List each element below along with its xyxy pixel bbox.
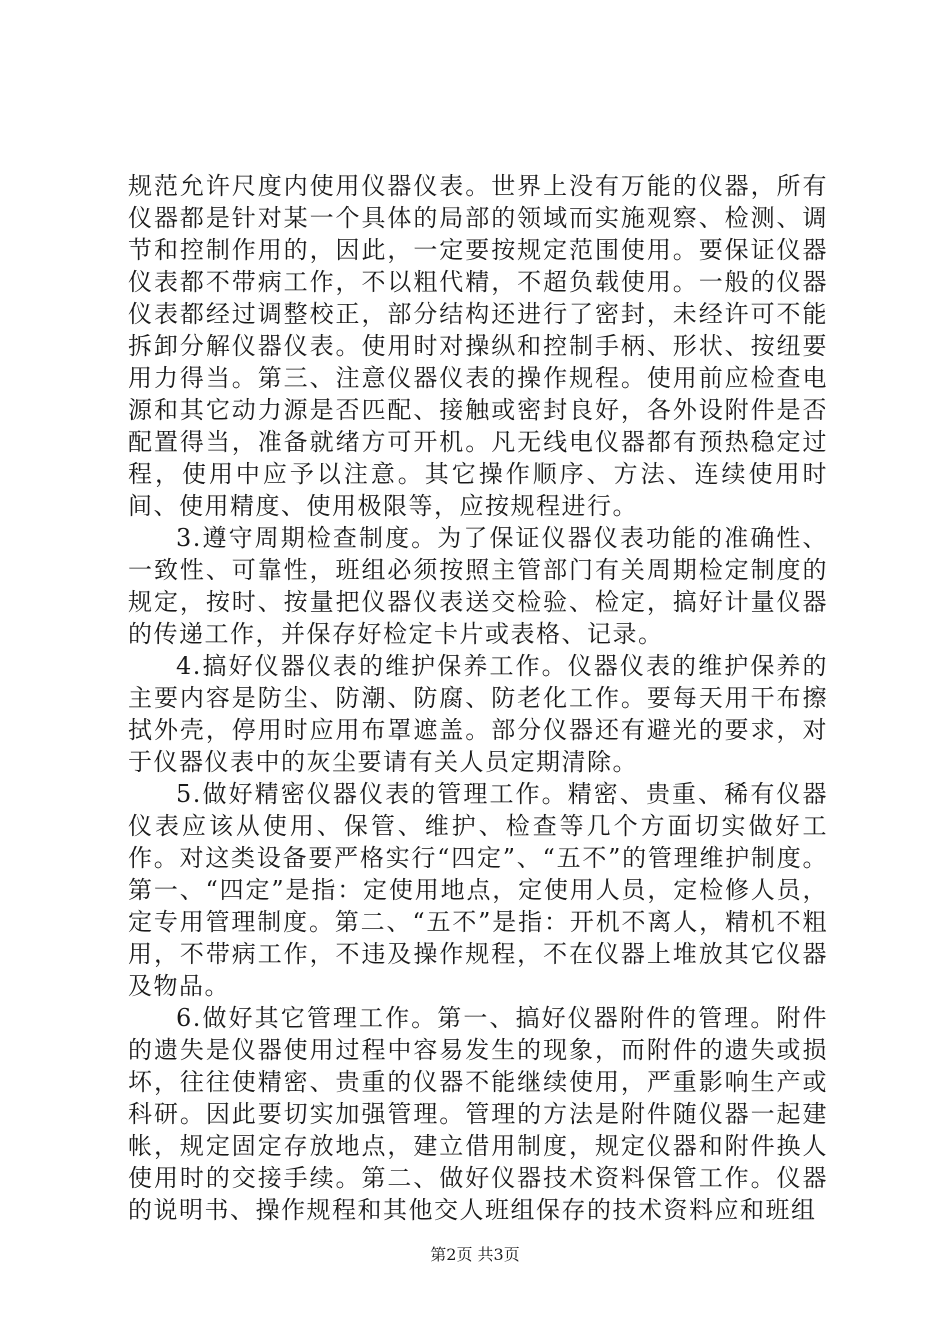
paragraph-4-maintenance: 4.搞好仪器仪表的维护保养工作。仪器仪表的维护保养的主要内容是防尘、防潮、防腐、防老化工作。要每天用干布擦拭外壳，停用时应用布罩遮盖。部分仪器还有避光的要求，对于仪器仪表中的灰尘要请有关人员定期清除。 xyxy=(128,652,828,776)
paragraph-continuation: 规范允许尺度内使用仪器仪表。世界上没有万能的仪器，所有仪器都是针对某一个具体的局部的领域而实施观察、检测、调节和控制作用的，因此，一定要按规定范围使用。要保证仪器仪表都不带病工作，不以粗代精，不超负载使用。一般的仪器仪表都经过调整校正，部分结构还进行了密封，未经许可不能拆卸分解仪器仪表。使用时对操纵和控制手柄、形状、按纽要用力得当。第三、注意仪器仪表的操作规程。使用前应检查电源和其它动力源是否匹配、接触或密封良好，各外设附件是否配置得当，准备就绪方可开机。凡无线电仪器都有预热稳定过程，使用中应予以注意。其它操作顺序、方法、连续使用时间、使用精度、使用极限等，应按规程进行。 xyxy=(128,172,828,520)
paragraph-6-other-management: 6.做好其它管理工作。第一、搞好仪器附件的管理。附件的遗失是仪器使用过程中容易发生的现象，而附件的遗失或损坏，往往使精密、贵重的仪器不能继续使用，严重影响生产或科研。因此要切实加强管理。管理的方法是附件随仪器一起建帐，规定固定存放地点，建立借用制度，规定仪器和附件换人使用时的交接手续。第二、做好仪器技术资料保管工作。仪器的说明书、操作规程和其他交人班组保存的技术资料应和班组 xyxy=(128,1004,828,1224)
page-number-footer: 第2页 共3页 xyxy=(430,1245,520,1264)
paragraph-5-precision-instruments: 5.做好精密仪器仪表的管理工作。精密、贵重、稀有仪器仪表应该从使用、保管、维护、检查等几个方面切实做好工作。对这类设备要严格实行“四定”、“五不”的管理维护制度。第一、“四定”是指：定使用地点，定使用人员，定检修人员，定专用管理制度。第二、“五不”是指：开机不离人，精机不粗用，不带病工作，不违及操作规程，不在仪器上堆放其它仪器及物品。 xyxy=(128,780,828,1000)
paragraph-3-periodic-inspection: 3.遵守周期检查制度。为了保证仪器仪表功能的准确性、一致性、可靠性，班组必须按照主管部门有关周期检定制度的规定，按时、按量把仪器仪表送交检验、检定，搞好计量仪器的传递工作，并保存好检定卡片或表格、记录。 xyxy=(128,524,828,648)
document-body xyxy=(128,170,828,1226)
